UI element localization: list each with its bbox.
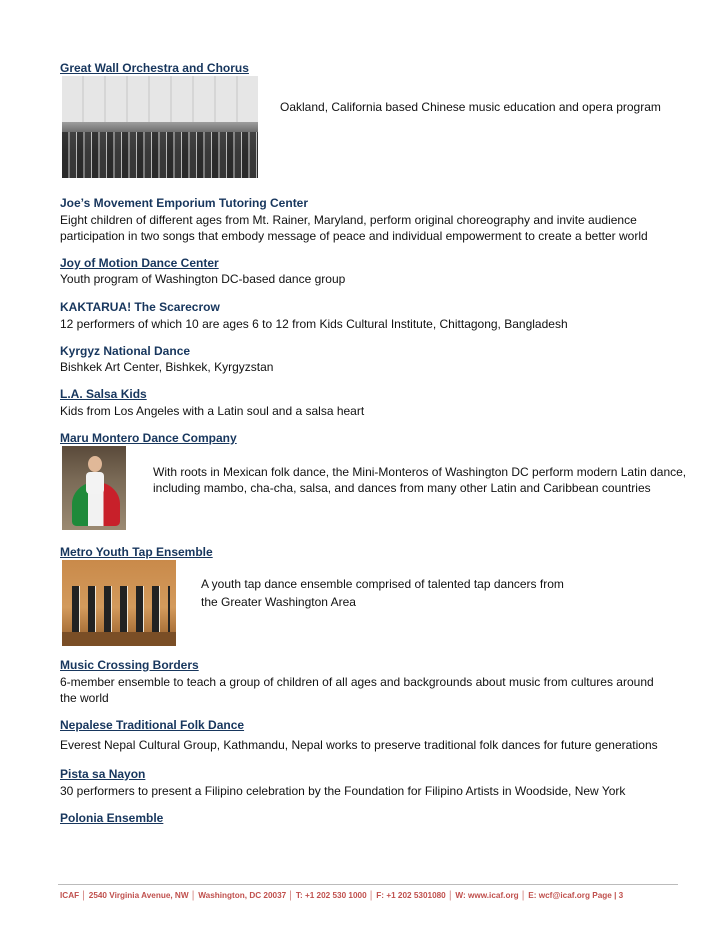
entry-desc-joy-of-motion: Youth program of Washington DC-based dance group (60, 272, 346, 286)
entry-desc-maru-line2: including mambo, cha-cha, salsa, and dances from many other Latin and Caribbean countries (153, 481, 651, 495)
entry-desc-music-line2: the world (60, 691, 109, 705)
entry-title-joy-of-motion[interactable]: Joy of Motion Dance Center (60, 256, 219, 270)
entry-desc-joes-line2: participation in two songs that embody message of peace and individual empowerment to create a better world (60, 229, 648, 243)
entry-desc-maru-line1: With roots in Mexican folk dance, the Mini-Monteros of Washington DC perform modern Latin dance, (153, 465, 687, 479)
entry-desc-joes-line1: Eight children of different ages from Mt. Rainer, Maryland, perform original choreography and invite audience (60, 213, 637, 227)
footer-divider (58, 884, 678, 885)
entry-title-nepalese[interactable]: Nepalese Traditional Folk Dance (60, 718, 245, 732)
entry-title-maru-montero[interactable]: Maru Montero Dance Company (60, 431, 237, 445)
entry-desc-metro-line1: A youth tap dance ensemble comprised of talented tap dancers from (201, 577, 564, 591)
entry-title-metro-tap[interactable]: Metro Youth Tap Ensemble (60, 545, 213, 559)
entry-desc-great-wall: Oakland, California based Chinese music education and opera program (280, 100, 661, 114)
entry-title-polonia[interactable]: Polonia Ensemble (60, 811, 164, 825)
entry-desc-kyrgyz: Bishkek Art Center, Bishkek, Kyrgyzstan (60, 360, 274, 374)
entry-desc-la-salsa: Kids from Los Angeles with a Latin soul and a salsa heart (60, 404, 365, 418)
entry-title-great-wall[interactable]: Great Wall Orchestra and Chorus (60, 61, 249, 75)
entry-desc-nepalese: Everest Nepal Cultural Group, Kathmandu, Nepal works to preserve traditional folk dances for future generations (60, 738, 658, 752)
orchestra-photo (62, 76, 258, 178)
entry-title-music-crossing[interactable]: Music Crossing Borders (60, 658, 199, 672)
entry-desc-pista: 30 performers to present a Filipino celebration by the Foundation for Filipino Artists in Woodside, New York (60, 784, 626, 798)
entry-title-kaktarua: KAKTARUA! The Scarecrow (60, 300, 220, 314)
entry-desc-music-line1: 6-member ensemble to teach a group of children of all ages and backgrounds about music from cultures around (60, 675, 654, 689)
entry-title-kyrgyz: Kyrgyz National Dance (60, 344, 191, 358)
entry-desc-metro-line2: the Greater Washington Area (201, 595, 356, 609)
dancer-photo (62, 446, 126, 530)
tap-ensemble-photo (62, 560, 176, 646)
footer-text: ICAF │ 2540 Virginia Avenue, NW │ Washington, DC 20037 │ T: +1 202 530 1000 │ F: +1 202 5301080 │ W: www.icaf.org │ E: wcf@icaf.org Page | 3 (60, 891, 624, 900)
entry-title-pista[interactable]: Pista sa Nayon (60, 767, 146, 781)
entry-title-la-salsa[interactable]: L.A. Salsa Kids (60, 387, 147, 401)
entry-title-joes: Joe’s Movement Emporium Tutoring Center (60, 196, 309, 210)
entry-desc-kaktarua: 12 performers of which 10 are ages 6 to 12 from Kids Cultural Institute, Chittagong, Bangladesh (60, 317, 568, 331)
